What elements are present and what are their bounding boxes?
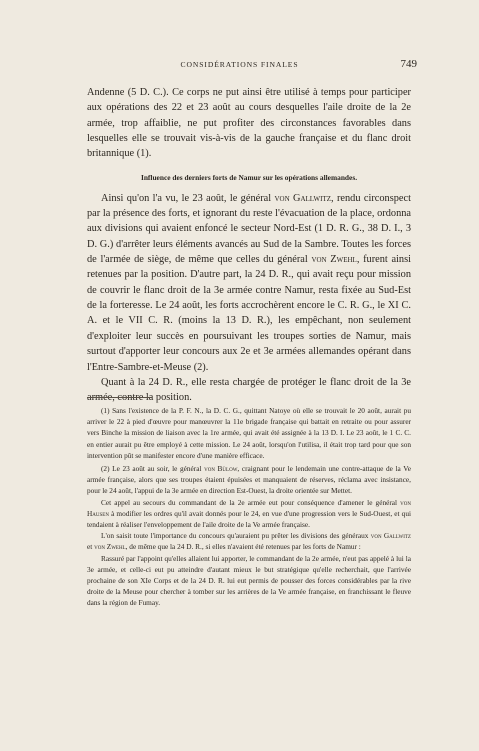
paragraph-24dr: Quant à la 24 D. R., elle resta chargée de protéger le flanc droit de la 3e armée, contre la position.: [87, 376, 411, 404]
footnote-text: Cet appel au secours du commandant de la 2e armée eut pour conséquence d'amener le général: [101, 497, 401, 507]
footnote-divider: [87, 397, 152, 398]
footnote-text: , de même que la 24 D. R., si elles n'avaient été retenues par les forts de Namur :: [125, 542, 361, 552]
footnote-text: (2) Le 23 août au soir, le général: [101, 464, 205, 474]
section-heading: Influence des derniers forts de Namur sur les opérations allemandes.: [140, 172, 358, 182]
footnote-2-paragraph-2: [87, 497, 411, 531]
footnote-text: L'on saisit toute l'importance du concours qu'auraient pu prêter les divisions des généraux: [101, 531, 371, 541]
main-text: [87, 85, 411, 406]
person-name: von Gallwitz: [274, 192, 332, 204]
page-number: 749: [400, 58, 417, 70]
footnote-text: , craignant pour le lendemain une contre-attaque de la Ve armée française, alors que ses troupes étaient épuisées et manquaient de réserves, réclama avec insistance, pour le 24 août, l'appui de la 3e armée en direction Est-Ouest, la droite orientée sur Mettet.: [87, 464, 411, 496]
footnote-text: à modifier les ordres qu'il avait donnés pour le 24, en vue d'une progression vers le Sud-Ouest, et qui tendaient à réaliser l'enveloppement de l'aile droite de la Ve armée française.: [87, 508, 411, 530]
person-name: von Zwehl: [94, 542, 126, 552]
footnote-2: [87, 463, 411, 497]
paragraph-text: , rendu circonspect par la présence des forts, et ignorant du reste l'évacuation de la place, ordonna aux divisions qui avaient enfoncé le secteur Nord-Est (1 D. R. G., 38 D. I., 3 D. G.) d'arrêter leurs éléments avancés au Sud de la Sambre. Toutes les forces de l'armée de siège, de même que celles du général: [87, 192, 411, 266]
footnote-1: (1) Sans l'existence de la P. F. N., la D. C. G., quittant Natoye où elle se trouvait le 20 août, aurait pu arriver le 22 à pied d'œuvre pour manœuvrer la 11e brigade française qui battait en retraite ou pour assurer vers Binche la mission de liaison avec la 1re armée, qui avait été assignée à la 13 D. I. Le 23 août, le 1 C. C. en entier aurait pu être employé à cette mission. Le 24 août, lorsqu'on l'utilisa, il était trop tard pour que son intervention pût se manifester encore d'une manière efficace.: [87, 406, 411, 460]
person-name: von Hausen: [87, 497, 411, 518]
person-name: von Zwehl: [311, 254, 357, 266]
running-head: CONSIDÉRATIONS FINALES: [180, 60, 299, 69]
footnote-2-paragraph-3: [87, 530, 411, 552]
footnote-2-paragraph-4: Rassuré par l'appoint qu'elles allaient lui apporter, le commandant de la 2e armée, n'eut pas appelé à lui la 3e armée, et celle-ci eut pu atteindre d'autant mieux le but stratégique qu'elle recherchait, que l'arrivée prochaine de son XIe Corps et de la 24 D. R. lui eut permis de pousser des forces considérables par la rive droite de la Meuse pour chercher à tomber sur les arrières de la Ve armée française, en franchissant le fleuve dans la région de Fumay.: [87, 553, 411, 608]
footnote-text: et: [87, 542, 95, 552]
paragraph-andenne: Andenne (5 D. C.). Ce corps ne put ainsi être utilisé à temps pour participer aux opérations des 22 et 23 août au cours desquelles l'aile droite de la 2e armée, trop affaiblie, ne put profiter des circonstances favorables dans lesquelles elle se trouvait vis-à-vis de la gauche française et du flanc droit britannique (1).: [87, 87, 411, 160]
paragraph-text: , furent ainsi retenues par la position. D'autre part, la 24 D. R., qui avait reçu pour mission de couvrir le flanc droit de la 3e armée contre Namur, resta fixée au Sud-Est de la forteresse. Le 24 août, les forts accrochèrent encore le C. R. G., le XI C. A. et le VII C. R. (moins la 13 D. R.), les empêchant, non seulement d'exploiter leur succès en poursuivant les troupes sorties de Namur, mais surtout d'apporter leur concours aux 2e et 3e armées allemandes opérant dans l'Entre-Sambre-et-Meuse (2).: [87, 254, 411, 373]
footnotes: [87, 405, 411, 609]
paragraph-influence: [87, 191, 411, 375]
paragraph-text: Ainsi qu'on l'a vu, le 23 août, le général: [101, 192, 275, 204]
person-name: von Gallwitz: [370, 531, 411, 541]
person-name: von Bülow: [204, 464, 238, 474]
